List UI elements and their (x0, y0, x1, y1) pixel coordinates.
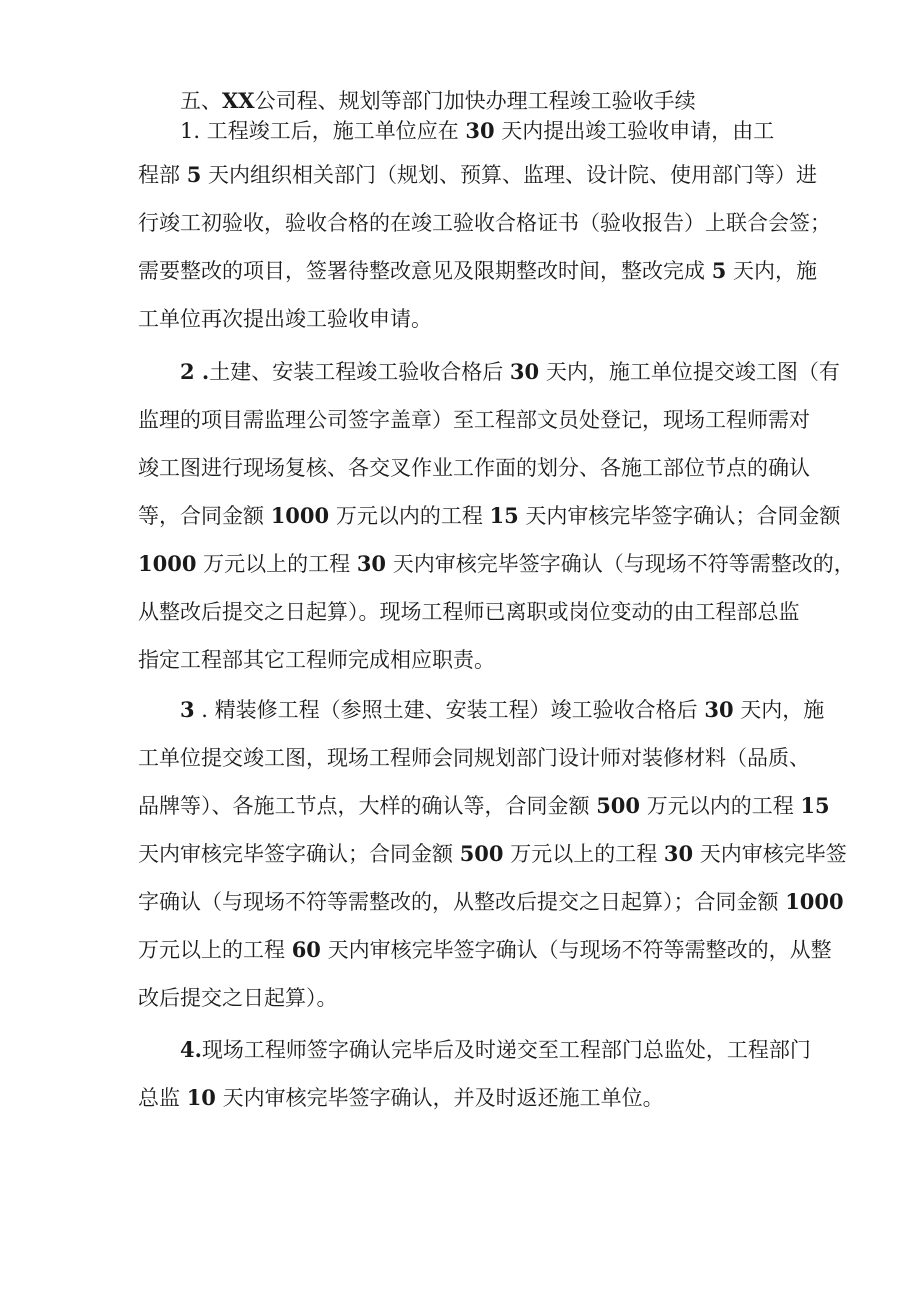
text-run: 万元以上的工程 (503, 842, 664, 866)
text-run: 工单位提交竣工图，现场工程师会同规划部门设计师对装修材料（品质、 (138, 746, 810, 770)
text-run: 万元以内的工程 (640, 794, 801, 818)
paragraph-line (138, 492, 841, 540)
paragraph-line (138, 396, 810, 444)
text-run: 天内审核完毕签 (693, 842, 847, 866)
paragraph-line (138, 830, 847, 878)
text-run: 天内提出竣工验收申请，由工 (494, 119, 775, 143)
paragraph-line (138, 1074, 788, 1122)
text-run: 程部 (138, 163, 187, 187)
bold-number: 1000 (785, 889, 844, 914)
heading-prefix: 五、 (180, 89, 222, 113)
bold-number: 30 (356, 551, 387, 576)
bold-number: 60 (291, 937, 321, 962)
text-run: 天内组织相关部门（规划、预算、监理、设计院、使用部门等）进 (201, 163, 817, 187)
bold-number: 30 (704, 697, 734, 722)
text-run: 天内审核完毕签字确认，并及时返还施工单位。 (215, 1086, 664, 1110)
paragraph-line (138, 636, 788, 684)
heading-text: 公司程、规划等部门加快办理工程竣工验收手续 (254, 89, 696, 113)
bold-number: 4. (180, 1037, 202, 1062)
text-run: 天内审核完毕签字确认；合同金额 (518, 504, 841, 528)
text-run: 土建、安装工程竣工验收合格后 (209, 360, 510, 384)
text-run: 天内审核完毕签字确认；合同金额 (138, 842, 460, 866)
text-run: 指定工程部其它工程师完成相应职责。 (138, 648, 495, 672)
bold-number: 30 (663, 841, 694, 866)
text-run: 总监 (138, 1086, 187, 1110)
bold-number: 2 . (180, 359, 210, 384)
paragraph-line (138, 151, 817, 199)
text-run: 天内审核完毕签字确认（与现场不符等需整改的，从整 (320, 938, 832, 962)
text-run: 天内，施 (726, 259, 817, 283)
paragraph-line (138, 348, 840, 396)
paragraph-4 (138, 1026, 811, 1122)
text-run: 天内，施 (733, 698, 825, 722)
paragraph-line (138, 111, 788, 151)
paragraph-line (138, 1026, 811, 1074)
bold-number: 15 (800, 793, 830, 818)
text-run: 从整改后提交之日起算）。现场工程师已离职或岗位变动的由工程部总监 (138, 600, 800, 624)
paragraph-line (138, 588, 800, 636)
paragraph-line (138, 540, 855, 588)
text-run: 行竣工初验收，验收合格的在竣工验收合格证书（验收报告）上联合会签； (138, 211, 831, 235)
paragraph-line (138, 878, 844, 926)
text-run: 天内审核完毕签字确认（与现场不符等需整改的， (386, 552, 855, 576)
paragraph-2 (138, 348, 855, 684)
paragraph-line (138, 199, 831, 247)
text-run: 工单位再次提出竣工验收申请。 (138, 307, 432, 331)
bold-number: 30 (465, 118, 495, 143)
text-run: 天内，施工单位提交竣工图（有 (539, 360, 840, 384)
paragraph-line (138, 734, 810, 782)
text-run: 万元以上的工程 (138, 938, 292, 962)
paragraph-line (138, 782, 830, 830)
text-run: 品牌等）、各施工节点，大样的确认等，合同金额 (138, 794, 597, 818)
text-run: 1. 工程竣工后，施工单位应在 (180, 119, 466, 143)
text-run: 改后提交之日起算）。 (138, 986, 338, 1010)
text-run: 万元以上的工程 (196, 552, 357, 576)
bold-number: 5 (711, 258, 727, 283)
text-run: 现场工程师签字确认完毕后及时递交至工程部门总监处，工程部门 (201, 1038, 811, 1062)
paragraph-line (138, 247, 817, 295)
paragraph-line (138, 444, 810, 492)
bold-number: 500 (459, 841, 504, 866)
paragraph-line (138, 686, 825, 734)
bold-number: 1000 (138, 551, 197, 576)
paragraph-line (138, 926, 832, 974)
text-run: 需要整改的项目，签署待整改意见及限期整改时间，整改完成 (138, 259, 712, 283)
bold-number: 500 (596, 793, 641, 818)
text-run: 竣工图进行现场复核、各交叉作业工作面的划分、各施工部位节点的确认 (138, 456, 810, 480)
paragraph-1 (138, 111, 831, 343)
paragraph-line (138, 974, 788, 1022)
text-run: 等，合同金额 (138, 504, 271, 528)
bold-number: 1000 (270, 503, 330, 528)
bold-number: 30 (509, 359, 540, 384)
bold-number: 15 (489, 503, 519, 528)
text-run: . 精装修工程（参照土建、安装工程）竣工验收合格后 (194, 698, 705, 722)
text-run: 字确认（与现场不符等需整改的，从整改后提交之日起算）；合同金额 (138, 890, 786, 914)
paragraph-line (138, 295, 788, 343)
bold-number: 10 (186, 1085, 216, 1110)
bold-number: 3 (180, 697, 195, 722)
paragraph-3 (138, 686, 847, 1022)
text-run: 万元以内的工程 (329, 504, 490, 528)
heading-company: XX (222, 88, 255, 113)
text-run: 监理的项目需监理公司签字盖章）至工程部文员处登记，现场工程师需对 (138, 408, 810, 432)
bold-number: 5 (186, 162, 202, 187)
